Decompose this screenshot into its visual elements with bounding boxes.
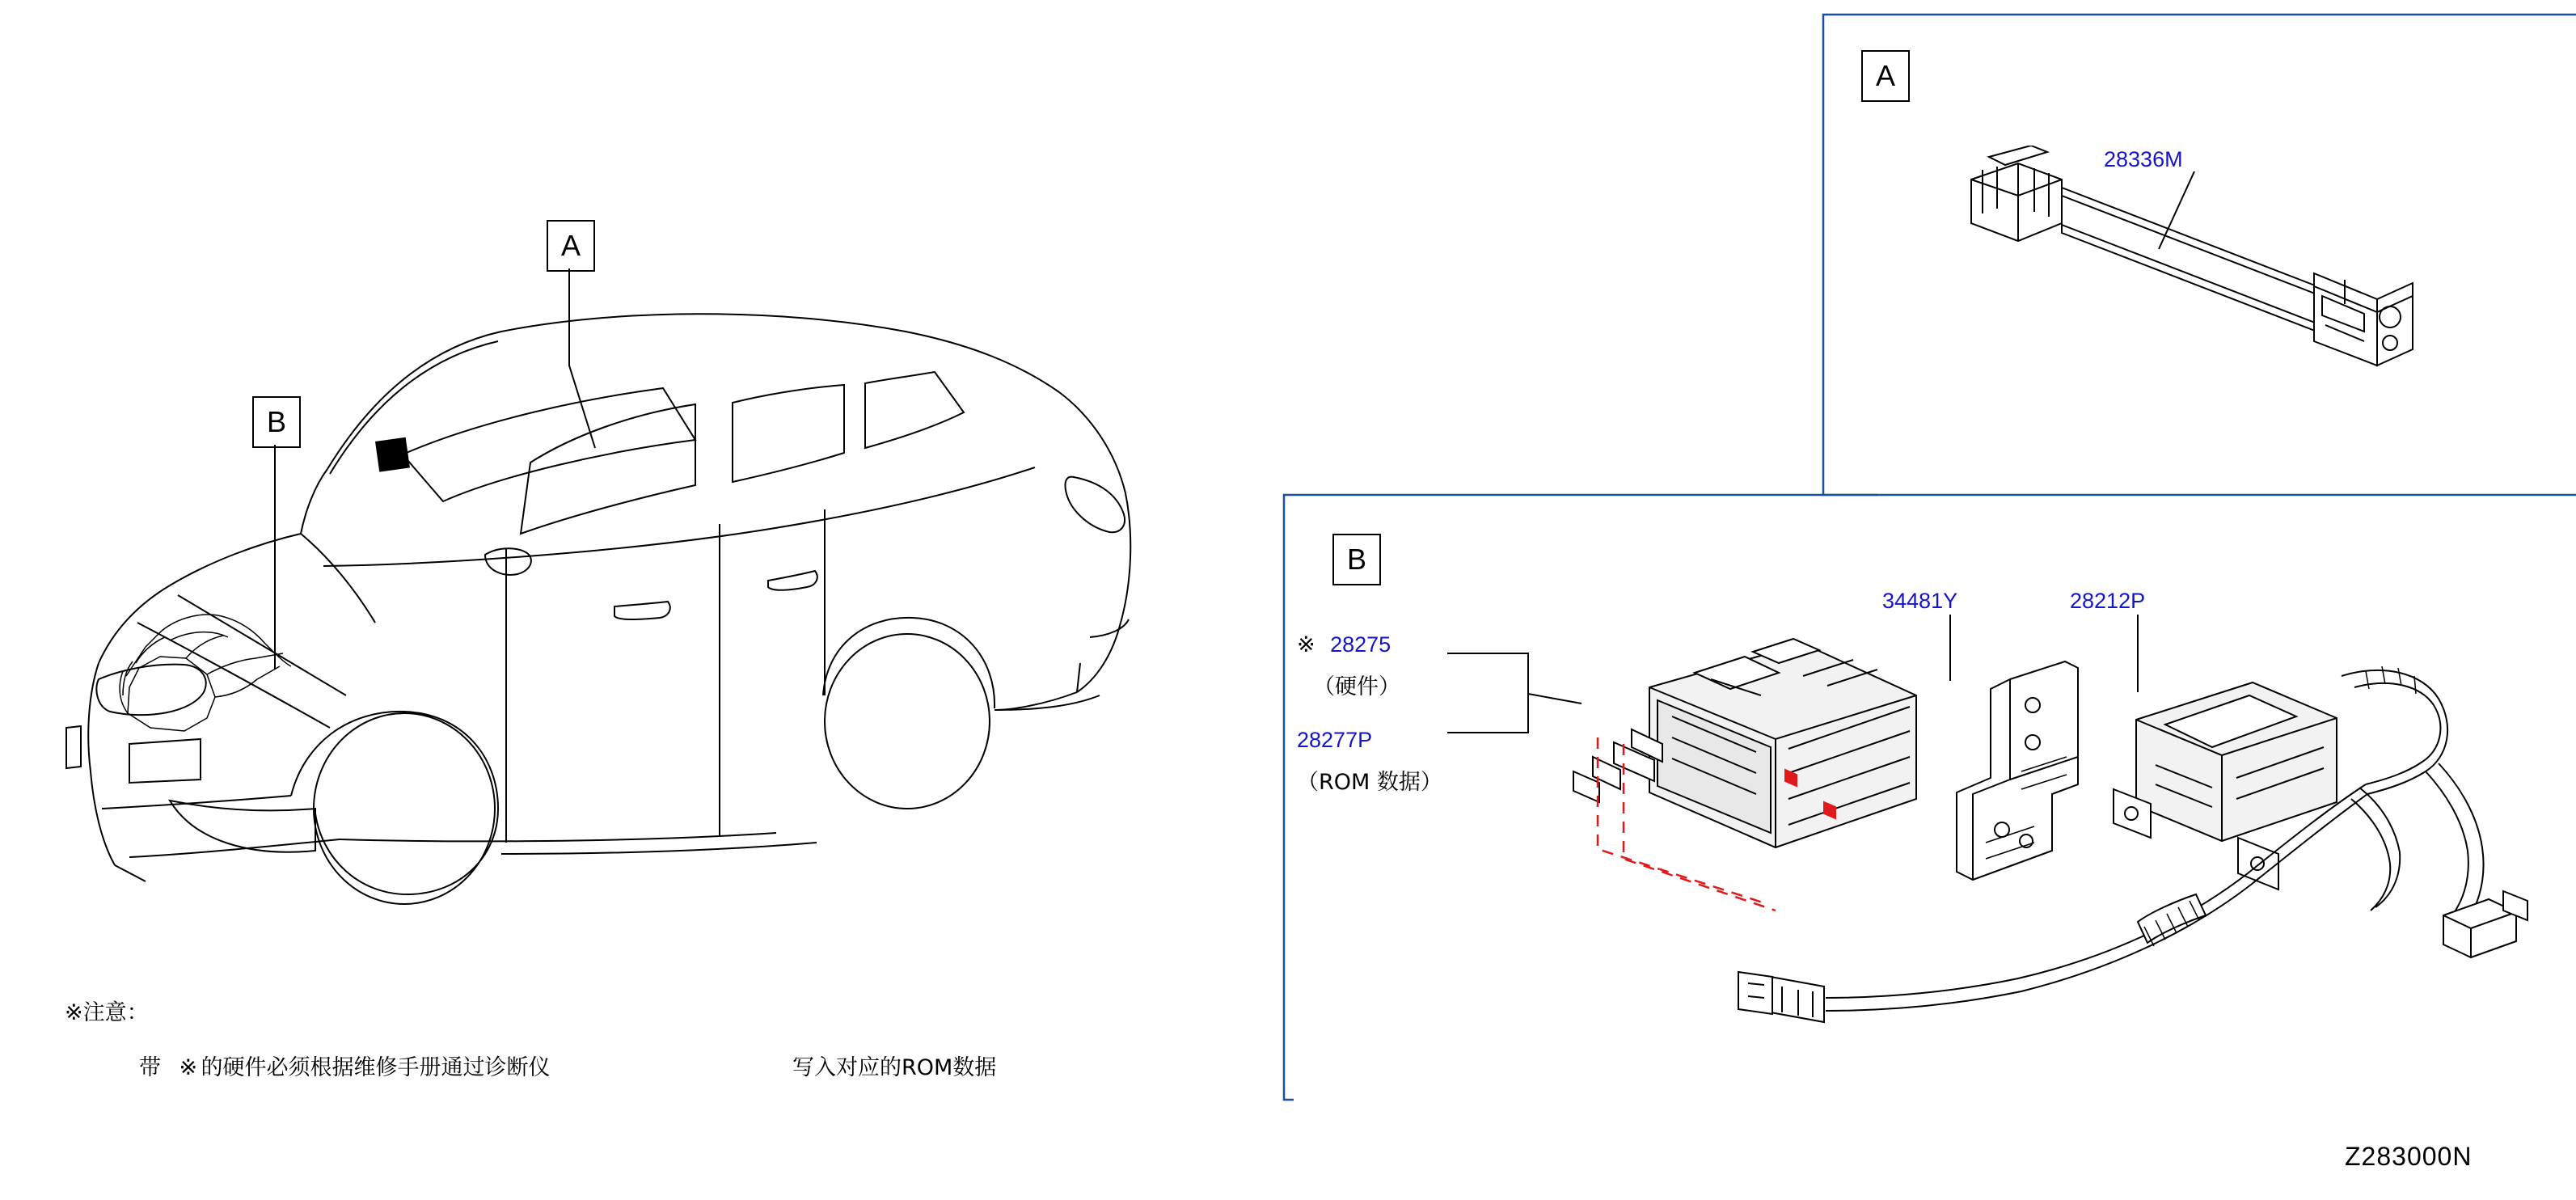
part-28212p-leader xyxy=(2091,615,2188,728)
detail-b-left-leader xyxy=(1447,647,1593,809)
part-28275-suffix: （硬件） xyxy=(1313,674,1400,699)
part-number-28212p: 28212P xyxy=(2070,589,2146,613)
note-line-1-prefix: 带 xyxy=(139,1055,161,1080)
note-title: ※注意： xyxy=(65,1000,149,1025)
note-line-1-marker: ※ xyxy=(179,1055,198,1080)
drawing-code: Z283000N xyxy=(2345,1142,2473,1171)
vehicle-callout-b-leader xyxy=(264,445,296,679)
part-34481y-leader xyxy=(1900,615,1997,712)
vehicle-callout-b-label: B xyxy=(266,405,286,438)
vehicle-callout-a-box xyxy=(547,220,595,272)
part-number-28275: 28275 xyxy=(1330,632,1391,657)
part-number-34481y: 34481Y xyxy=(1882,589,1958,613)
detail-a-harness-illustration xyxy=(1940,146,2506,437)
part-label-28275 xyxy=(1297,632,1400,700)
detail-b-label-box xyxy=(1332,534,1381,585)
part-28277p-suffix: （ROM 数据） xyxy=(1297,770,1442,795)
asterisk-marker-28275: ※ xyxy=(1297,632,1315,657)
part-number-28277p: 28277P xyxy=(1297,728,1373,752)
vehicle-callout-a-leader xyxy=(558,268,606,454)
part-number-28336m: 28336M xyxy=(2104,147,2183,171)
part-label-28277p xyxy=(1297,728,1442,796)
part-28336m-leader xyxy=(2117,171,2214,277)
detail-a-label: A xyxy=(1875,59,1895,92)
detail-b-label: B xyxy=(1346,543,1366,576)
vehicle-callout-a-label: A xyxy=(560,229,581,262)
detail-a-label-box xyxy=(1861,50,1910,102)
note-line-2: 写入对应的ROM数据 xyxy=(792,1055,997,1080)
note-line-1-text: 的硬件必须根据维修手册通过诊断仪 xyxy=(201,1055,551,1080)
note-line-1 xyxy=(139,1050,551,1081)
vehicle-callout-b-box xyxy=(252,396,301,448)
